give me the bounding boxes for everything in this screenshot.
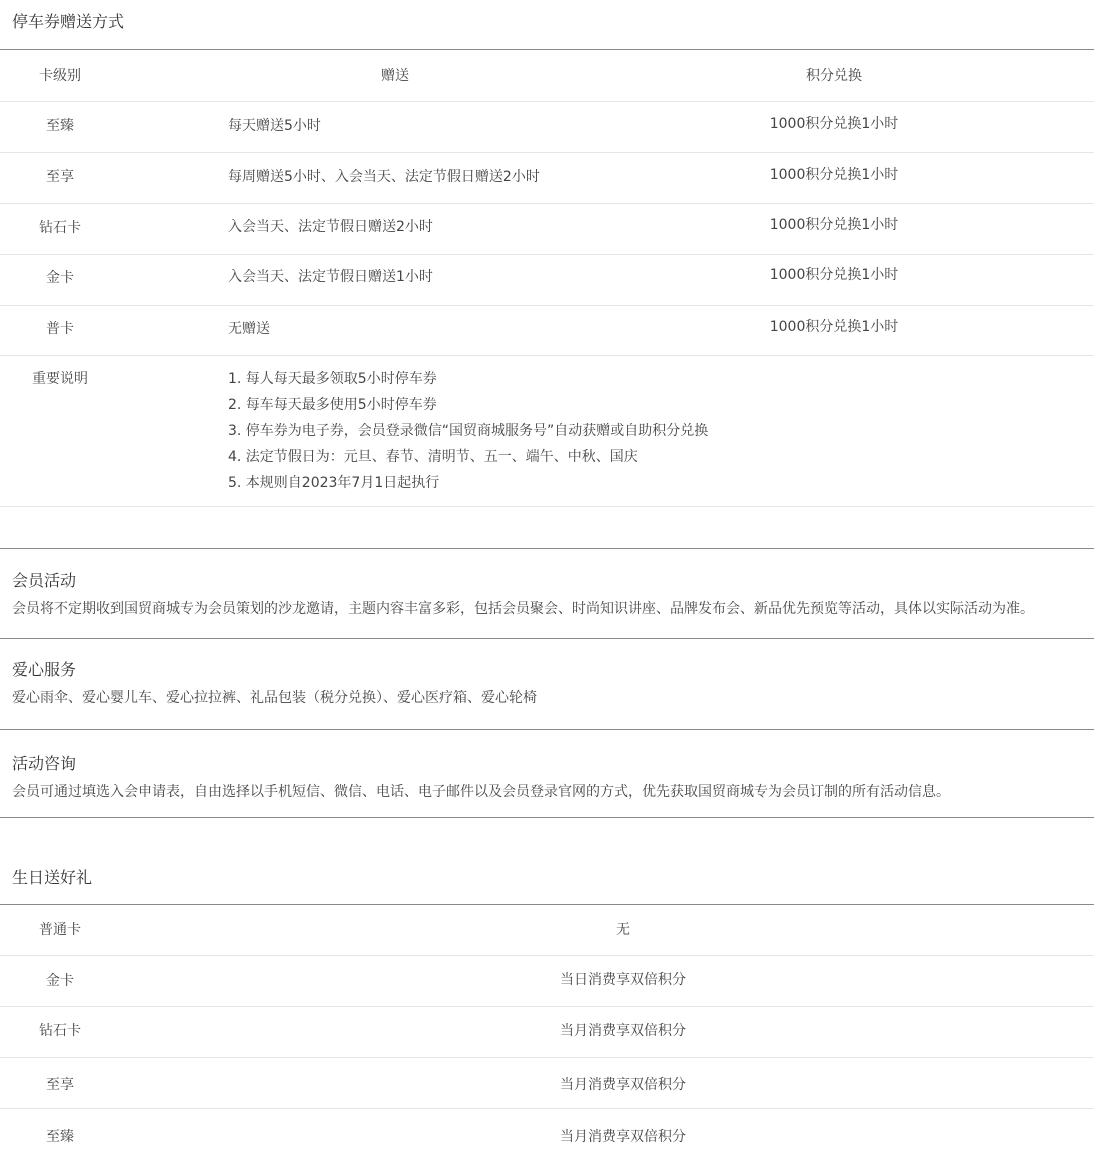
parking-row-level: 钻石卡 — [39, 220, 81, 236]
birthday-row-level: 至享 — [46, 1077, 74, 1093]
parking-section-title: 停车券赠送方式 — [12, 12, 125, 31]
parking-note: 2. 每车每天最多使用5小时停车券 — [228, 397, 437, 413]
parking-header-exchange: 积分兑换 — [806, 68, 862, 84]
consult-section-title: 活动咨询 — [12, 754, 77, 773]
parking-row-gift: 入会当天、法定节假日赠送2小时 — [228, 219, 433, 235]
row-divider — [0, 305, 1094, 306]
birthday-row-benefit: 当月消费享双倍积分 — [560, 1129, 686, 1145]
parking-row-gift: 无赠送 — [228, 321, 270, 337]
section-divider — [0, 638, 1094, 639]
parking-row-exchange: 1000积分兑换1小时 — [769, 267, 899, 283]
section-divider — [0, 729, 1094, 730]
row-divider — [0, 254, 1094, 255]
parking-notes-label: 重要说明 — [32, 371, 88, 387]
parking-row-gift: 每天赠送5小时 — [228, 118, 321, 134]
row-divider — [0, 203, 1094, 204]
section-divider — [0, 49, 1094, 50]
row-divider — [0, 1108, 1094, 1109]
birthday-row-level: 金卡 — [46, 973, 74, 989]
birthday-section-title: 生日送好礼 — [12, 868, 93, 887]
parking-note: 5. 本规则自2023年7月1日起执行 — [228, 475, 440, 491]
consult-description: 会员可通过填选入会申请表，自由选择以手机短信、微信、电话、电子邮件以及会员登录官网的方式，优先获取国贸商城专为会员订制的所有活动信息。 — [12, 784, 950, 800]
birthday-row-benefit: 当月消费享双倍积分 — [560, 1023, 686, 1039]
row-divider — [0, 1057, 1094, 1058]
row-divider — [0, 955, 1094, 956]
row-divider — [0, 101, 1094, 102]
birthday-row-benefit: 当月消费享双倍积分 — [560, 1077, 686, 1093]
parking-row-gift: 入会当天、法定节假日赠送1小时 — [228, 269, 433, 285]
section-divider — [0, 548, 1094, 549]
parking-row-exchange: 1000积分兑换1小时 — [769, 217, 899, 233]
section-divider — [0, 904, 1094, 905]
row-divider — [0, 506, 1094, 507]
care-section-title: 爱心服务 — [12, 660, 77, 679]
care-description: 爱心雨伞、爱心婴儿车、爱心拉拉裤、礼品包装（税分兑换）、爱心医疗箱、爱心轮椅 — [12, 690, 537, 706]
parking-note: 3. 停车券为电子券，会员登录微信“国贸商城服务号”自动获赠或自助积分兑换 — [228, 423, 709, 439]
parking-header-gift: 赠送 — [381, 68, 409, 84]
birthday-row-level: 至臻 — [46, 1129, 74, 1145]
birthday-row-level: 钻石卡 — [39, 1023, 81, 1039]
birthday-row-level: 普通卡 — [39, 922, 81, 938]
parking-row-gift: 每周赠送5小时、入会当天、法定节假日赠送2小时 — [228, 169, 540, 185]
parking-note: 1. 每人每天最多领取5小时停车券 — [228, 371, 437, 387]
activities-section-title: 会员活动 — [12, 571, 77, 590]
parking-row-exchange: 1000积分兑换1小时 — [769, 167, 899, 183]
birthday-row-benefit: 当日消费享双倍积分 — [560, 972, 686, 988]
parking-row-level: 至臻 — [46, 118, 74, 134]
parking-row-level: 金卡 — [46, 270, 74, 286]
activities-description: 会员将不定期收到国贸商城专为会员策划的沙龙邀请，主题内容丰富多彩，包括会员聚会、时尚知识讲座、品牌发布会、新品优先预览等活动，具体以实际活动为准。 — [12, 601, 1034, 617]
parking-row-level: 普卡 — [46, 321, 74, 337]
parking-note: 4. 法定节假日为：元旦、春节、清明节、五一、端午、中秋、国庆 — [228, 449, 638, 465]
row-divider — [0, 1006, 1094, 1007]
parking-header-level: 卡级别 — [39, 68, 81, 84]
section-divider — [0, 817, 1094, 818]
parking-row-exchange: 1000积分兑换1小时 — [769, 116, 899, 132]
parking-row-exchange: 1000积分兑换1小时 — [769, 319, 899, 335]
row-divider — [0, 152, 1094, 153]
parking-row-level: 至享 — [46, 169, 74, 185]
row-divider — [0, 355, 1094, 356]
birthday-row-benefit: 无 — [616, 922, 630, 938]
